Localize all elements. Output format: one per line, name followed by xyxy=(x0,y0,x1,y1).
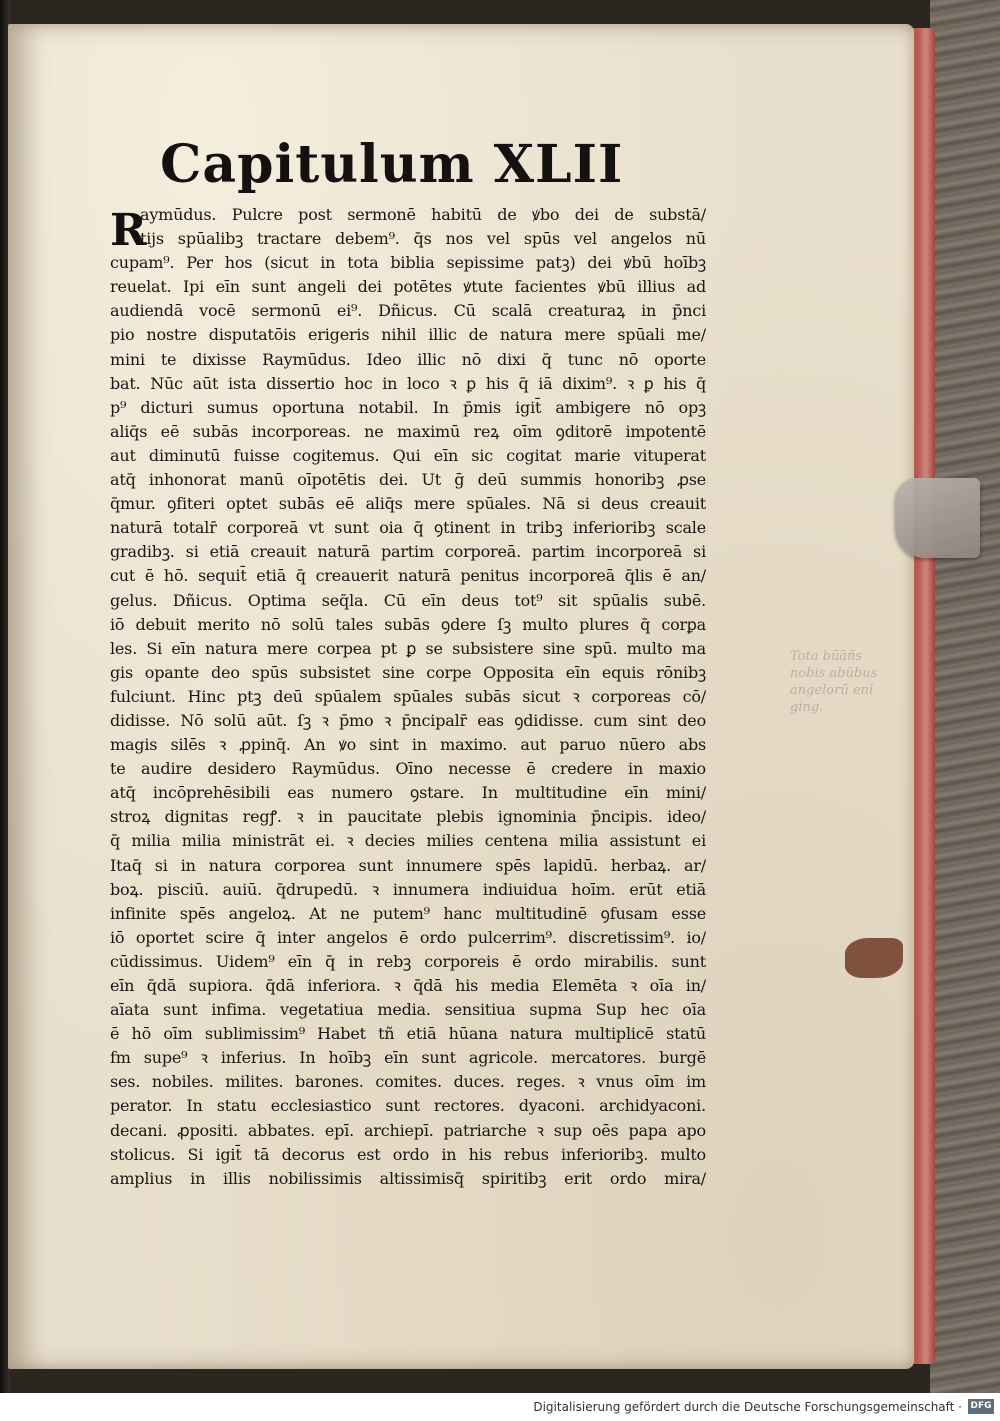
text-line: bat. Nūc aūt ista dissertio hoc in loco ꝛ ꝑ his q̄ iā dixim⁹. ꝛ ꝑ his q̄ xyxy=(110,373,706,393)
margin-note-line: nobis abūbus xyxy=(790,666,878,681)
text-line: fulciunt. Hinc ptꝫ deū spūalem spūales subās sicut ꝛ corporeas cō/ xyxy=(110,686,706,706)
text-line: boꝝ. pisciū. auiū. q̄drupedū. ꝛ innumera indiuidua hoīm. erūt etiā xyxy=(110,879,706,899)
funding-credit: Digitalisierung gefördert durch die Deutsche Forschungsgemeinschaft · xyxy=(533,1400,962,1414)
text-line: tijs spūalibꝫ tractare debem⁹. q̄s nos vel spūs vel angelos nū xyxy=(140,229,706,249)
text-line: gradibꝫ. si etiā creauit naturā partim corporeā. partim incorporeā si xyxy=(110,542,706,562)
text-line: q̄ milia milia ministrāt ei. ꝛ decies milies centena milia assistunt ei xyxy=(110,831,706,851)
text-line: cut ē hō. sequit̄ etiā q̄ creauerit naturā penitus incorporeā q̄lis ē an/ xyxy=(110,566,706,586)
text-line: iō debuit merito nō solū tales subās ꝯdere ſꝫ multo plures q̄ corꝑa xyxy=(110,614,706,634)
text-line: Itaq̄ si in natura corporea sunt innumere spēs lapidū. herbaꝝ. ar/ xyxy=(110,855,706,875)
text-line: ē hō oīm sublimissim⁹ Habet tñ etiā hūana natura multiplicē statū xyxy=(110,1024,706,1044)
book-cover-edge xyxy=(930,0,1000,1393)
chapter-title: Capitulum XLII xyxy=(160,134,624,195)
text-line: pio nostre disputatōis erigeris nihil illic de natura mere spūali me/ xyxy=(110,325,706,345)
dfg-logo: DFG xyxy=(968,1399,994,1414)
text-line: te audire desidero Raymūdus. Oīno necesse ē credere in maxio xyxy=(110,759,706,779)
text-line: fm supe⁹ ꝛ inferius. In hoībꝫ eīn sunt agricole. mercatores. burgē xyxy=(110,1048,706,1068)
margin-note-line: ging. xyxy=(790,700,824,715)
paper-damage-stain xyxy=(845,938,903,978)
text-line: iō oportet scire q̄ inter angelos ē ordo pulcerrim⁹. discretissim⁹. io/ xyxy=(110,927,706,947)
text-line: audiendā vocē sermonū ei⁹. Dñicus. Cū scalā creaturaꝝ in p̄nci xyxy=(110,301,706,321)
page-marker-clip xyxy=(895,478,980,558)
text-line: aymūdus. Pulcre post sermonē habitū de ꝟbo dei de substā/ xyxy=(140,205,706,224)
text-line: perator. In statu ecclesiastico sunt rectores. dyaconi. archidyaconi. xyxy=(110,1096,706,1116)
margin-note-line: angelorū enī xyxy=(790,683,874,698)
text-line: p⁹ dicturi sumus oportuna notabil. In p̄mis igit̄ ambigere nō opꝫ xyxy=(110,397,706,417)
text-line: ses. nobiles. milites. barones. comites. duces. reges. ꝛ vnus oīm im xyxy=(110,1072,706,1092)
text-line: les. Si eīn natura mere corpea pt ꝑ se subsistere sine spū. multo ma xyxy=(110,638,706,658)
margin-note-bleedthrough xyxy=(790,648,900,716)
drop-initial: R xyxy=(110,205,147,256)
text-line: didisse. Nō solū aūt. ſꝫ ꝛ p̄mo ꝛ p̄ncipalr̄ eas ꝯdidisse. cum sint deo xyxy=(110,710,706,730)
text-line: decani. ꝓpositi. abbates. epī. archiepī. patriarche ꝛ sup oēs papa apo xyxy=(110,1120,706,1140)
text-line: aliq̄s eē subās incorporeas. ne maximū reꝝ oīm ꝯditorē impotentē xyxy=(110,421,706,441)
body-text xyxy=(110,203,706,1191)
text-line: gelus. Dñicus. Optima seq̄la. Cū eīn deus tot⁹ sit spūalis subē. xyxy=(110,590,706,610)
text-line: magis silēs ꝛ ꝓpinq̄. An ꝟo sint in maximo. aut paruo nūero abs xyxy=(110,735,706,755)
text-line: eīn q̄dā supiora. q̄dā inferiora. ꝛ q̄dā his media Elemēta ꝛ oīa in/ xyxy=(110,976,706,995)
text-line: infinite spēs angeloꝝ. At ne putem⁹ hanc multitudinē ꝯfusam esse xyxy=(110,903,706,923)
text-line: naturā totalr̄ corporeā vt sunt oia q̄ ꝯtinent in tribꝫ inferioribꝫ scale xyxy=(110,518,706,538)
margin-note-line: Tota būāñs xyxy=(790,649,863,664)
text-line: cūdissimus. Uidem⁹ eīn q̄ in rebꝫ corporeis ē ordo mirabilis. sunt xyxy=(110,951,706,971)
text-line: aīata sunt infima. vegetatiua media. sensitiua supma Sup hec oīa xyxy=(110,1000,706,1020)
text-line: amplius in illis nobilissimis altissimisq̄ spiritibꝫ erit ordo mira/ xyxy=(110,1168,706,1188)
text-line: stolicus. Si igit̄ tā decorus est ordo in his rebus inferioribꝫ. multo xyxy=(110,1144,706,1164)
text-line: mini te dixisse Raymūdus. Ideo illic nō dixi q̄ tunc nō oporte xyxy=(110,349,706,369)
text-line: atq̄ inhonorat manū oīpotētis dei. Ut ḡ deū summis honoribꝫ ꝓse xyxy=(110,470,706,490)
text-line: q̄mur. ꝯfiteri optet subās eē aliq̄s mere spūales. Nā si deus creauit xyxy=(110,494,706,514)
text-line: atq̄ incōprehēsibili eas numero ꝯstare. In multitudine eīn mini/ xyxy=(110,783,706,803)
text-lines xyxy=(110,203,706,1191)
text-line: cupam⁹. Per hos (sicut in tota biblia sepissime patꝫ) dei ꝟbū hoībꝫ xyxy=(110,253,706,273)
footer-bar xyxy=(0,1393,1000,1421)
text-line: aut diminutū fuisse cogitemus. Qui eīn sic cogitat marie vituperat xyxy=(110,445,706,465)
text-line: gis opante deo spūs subsistet sine corpe Opposita eīn equis rōnibꝫ xyxy=(110,662,706,682)
text-line: reuelat. Ipi eīn sunt angeli dei potētes ꝟtute facientes ꝟbū illius ad xyxy=(110,277,706,297)
text-line: stroꝝ dignitas regꝭ. ꝛ in paucitate plebis ignominia p̄ncipis. ideo/ xyxy=(110,807,706,827)
